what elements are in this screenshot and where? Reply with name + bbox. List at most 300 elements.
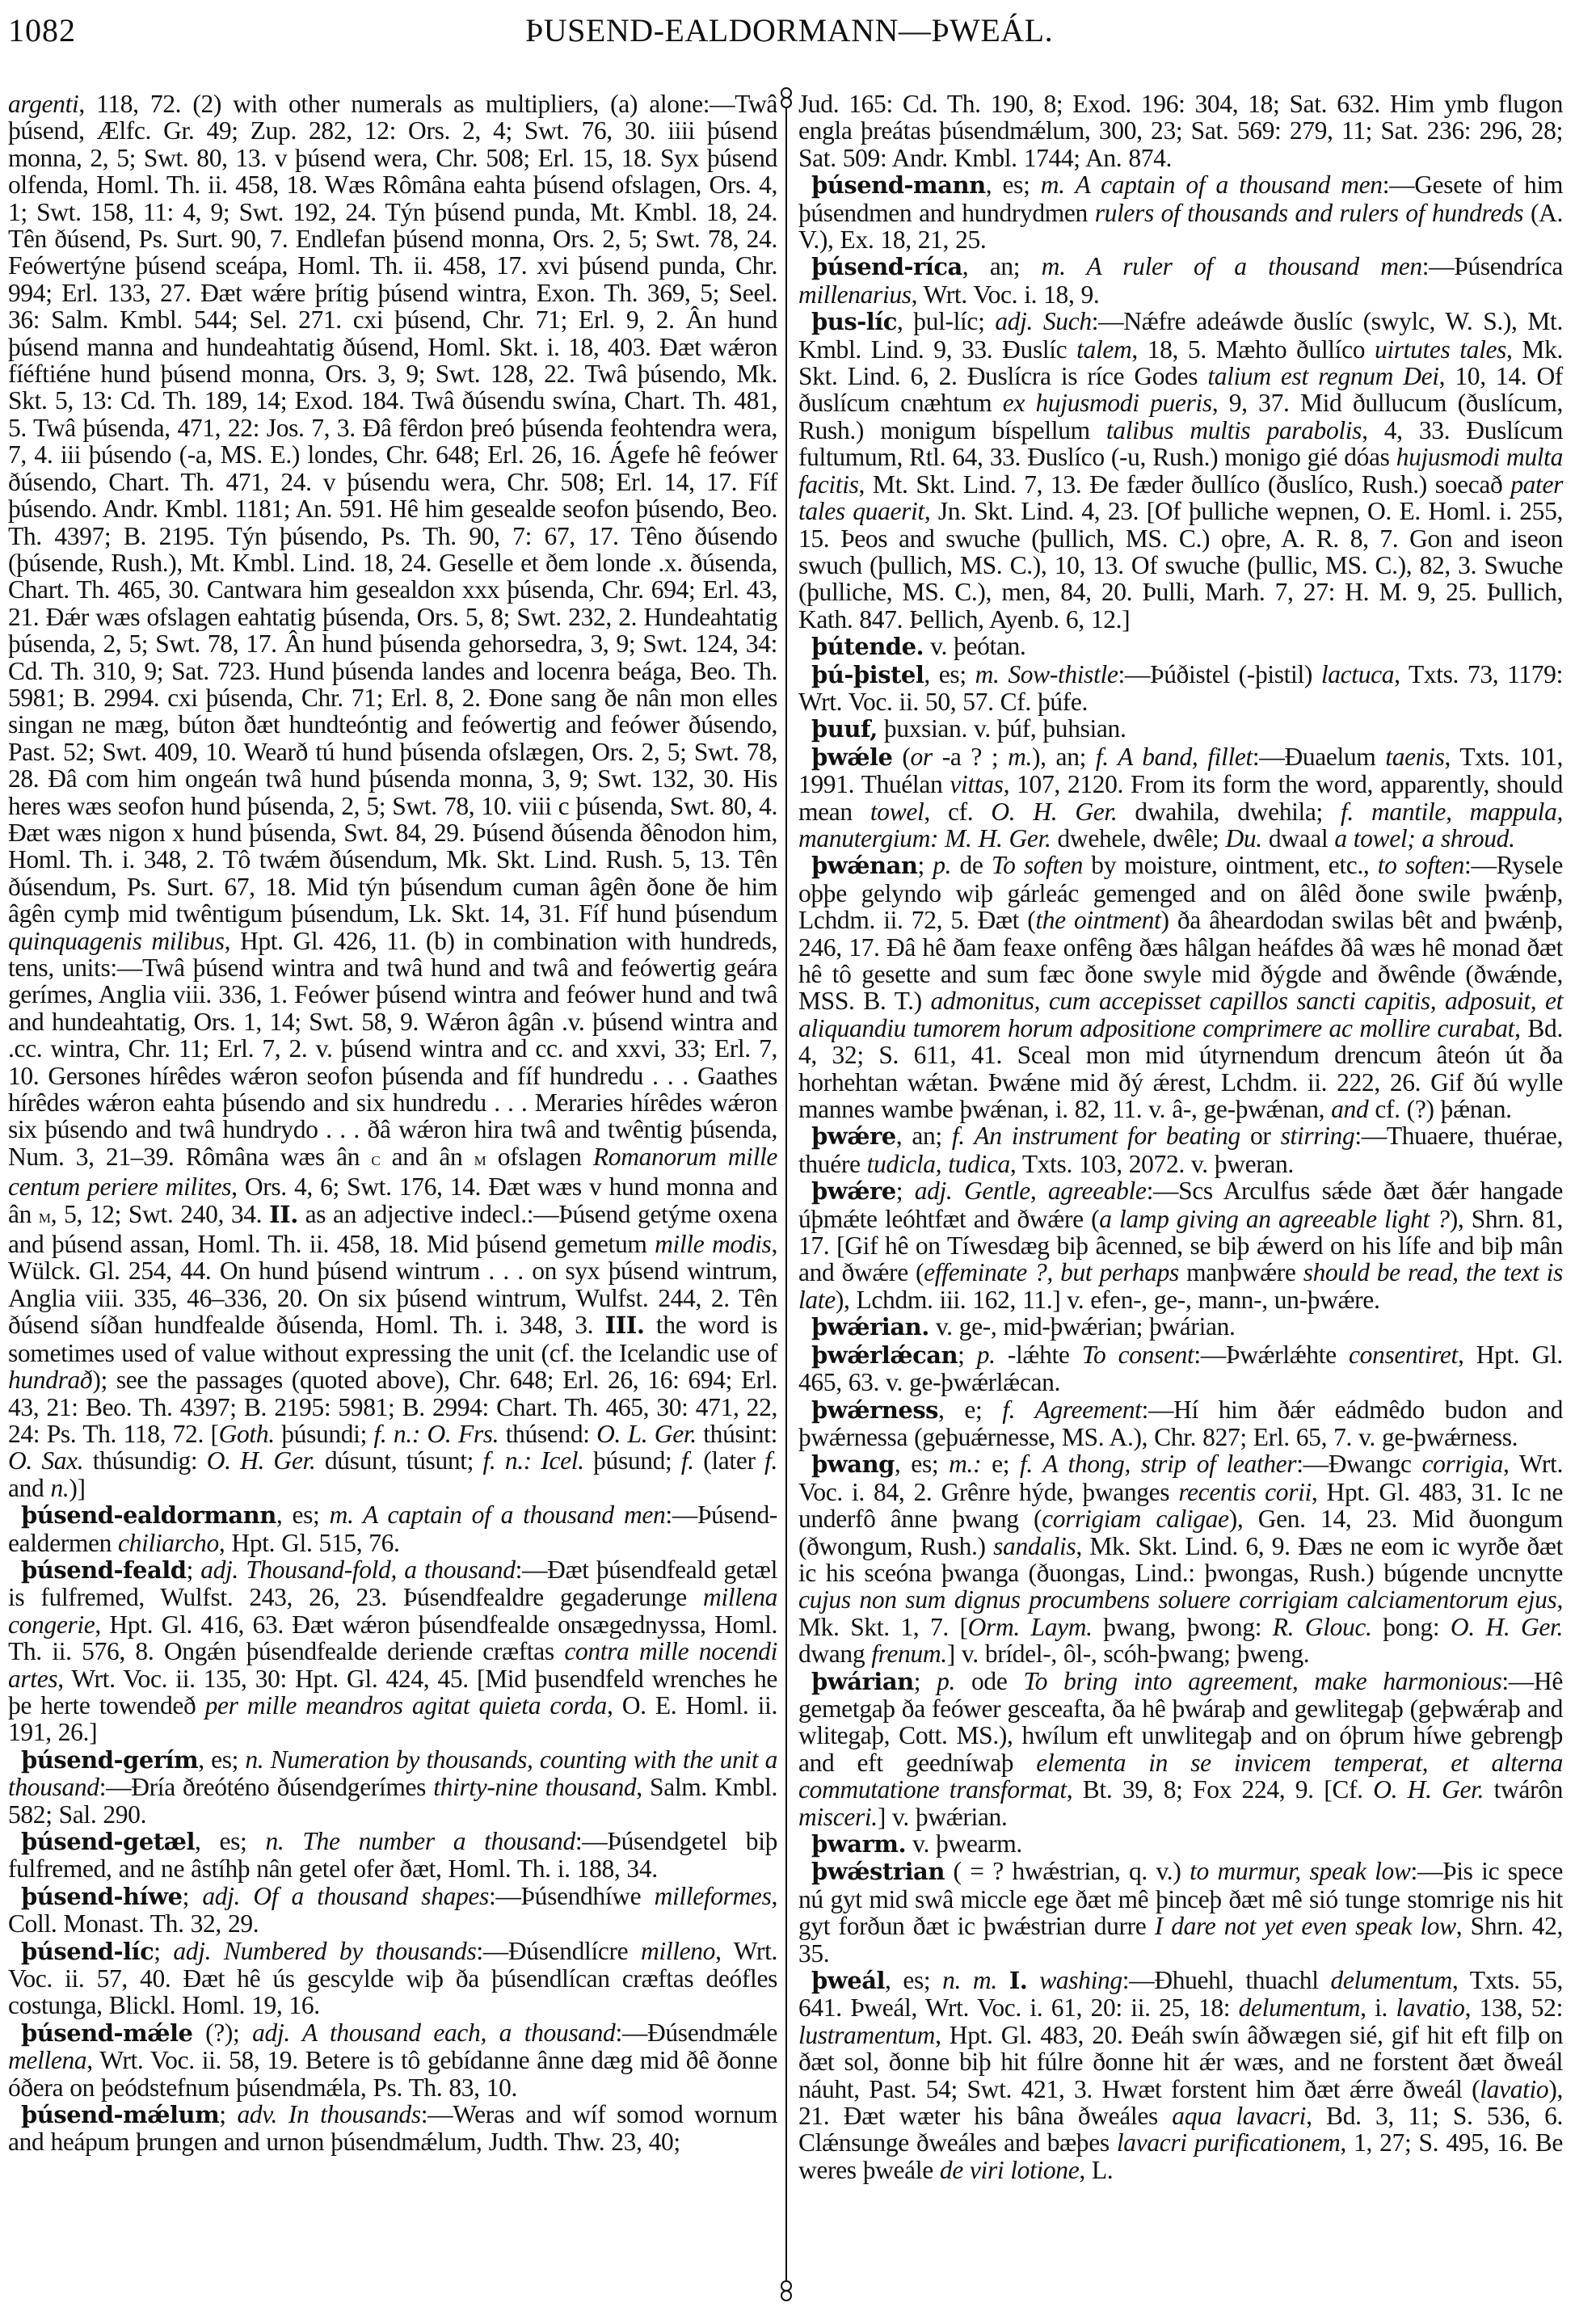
entry-text: ; (186, 1555, 201, 1584)
italic-text: Orm. Laym. (967, 1612, 1093, 1641)
italic-text: millena congerie (8, 1583, 777, 1639)
italic-text: taenis (1385, 742, 1445, 771)
italic-text: chiliarcho (118, 1528, 219, 1557)
italic-text: towel (870, 797, 924, 826)
italic-text: the ointment (1035, 906, 1161, 935)
italic-text: f. An instrument for beating (951, 1122, 1240, 1151)
entry-text: :—Þis ic spece nú gyt mid swâ miccle ege ðæt mê þinceþ ðæt mê sió tunge stomrige nis hit gyt forðun ðæt ic þwǽstrian durre (798, 1857, 1563, 1941)
entry-text: ; (895, 1177, 915, 1206)
entry-text: -lǽhte (995, 1340, 1082, 1369)
headword: III. (604, 1311, 645, 1340)
italic-text: talem (1076, 335, 1132, 364)
entry-text: -a ? ; (932, 742, 1009, 771)
entry-text: , Wrt. Voc. ii. 135, 30: Hpt. Gl. 424, 45. [Mid þusendfeld wrenches he þe herte towendeð (8, 1664, 777, 1720)
italic-text: adj. Of a thousand shapes (202, 1881, 489, 1910)
entry-text: e; (981, 1450, 1021, 1479)
headword: þúsend-gerím (21, 1745, 199, 1774)
italic-text: hundrað (8, 1366, 93, 1395)
entry-text: , Ors. 4, 6; Swt. 176, 14. Ðæt wæs v hund monna and ân (8, 1172, 777, 1228)
small-caps-text: m (474, 1148, 486, 1170)
italic-text: Goth. (218, 1419, 275, 1448)
entry-text: ; (913, 1666, 937, 1695)
italic-text: mellena (8, 2046, 87, 2075)
italic-text: Du. (1225, 823, 1262, 852)
entry-text: ); see the passages (quoted above), Chr. 648; Erl. 26, 16: 694; Erl. 43, 21: Beo. Th. 4397; B. 2195: 5981; B. 2994: Chart. Th. 465, 30: 471, 22, 24: Ps. Th. 118, 72. [ (8, 1366, 777, 1448)
entry-text: , es; (985, 170, 1041, 200)
italic-text: m. A captain of a thousand men (1040, 170, 1383, 200)
italic-text: O. H. Ger. (1373, 1775, 1484, 1804)
dictionary-entry (798, 743, 1563, 852)
entry-continuation (798, 91, 1563, 171)
entry-text: , es; (885, 1966, 943, 1995)
entry-text: ; (219, 2100, 238, 2129)
italic-text: n. The number a thousand (265, 1827, 575, 1855)
page-number: 1082 (8, 12, 76, 48)
entry-text: , i. (1360, 1993, 1396, 2023)
entry-text: ), Gen. 14, 23. Mid ðuongum (ðwongum, Rush.) (798, 1505, 1563, 1560)
entry-text: manþwǽre (1178, 1258, 1303, 1287)
headword: þwǽre (811, 1177, 896, 1206)
headword: þwǽrlǽcan (811, 1341, 958, 1369)
italic-text: consentiret (1349, 1340, 1458, 1369)
entry-text: ), an; (1032, 742, 1096, 771)
italic-text: corrigiam caligae (1042, 1505, 1229, 1534)
entry-text: thúsundig: (83, 1446, 207, 1475)
italic-text: millenarius (798, 280, 912, 309)
entry-text: ; (917, 851, 933, 880)
italic-text: uirtutes tales (1374, 335, 1507, 364)
entry-text: , L. (1079, 2155, 1114, 2184)
entry-text: þwang, þwong: (1092, 1612, 1273, 1641)
entry-text: :—Ðwangc (1296, 1450, 1422, 1479)
italic-text: adv. In thousands (237, 2100, 421, 2129)
entry-text: , an; (895, 1122, 952, 1151)
entry-text (420, 1420, 427, 1448)
entry-text: , 9, 37. Mid ðullucum (ðuslícum, Rush.) monigum bíspellum (798, 389, 1563, 444)
italic-text: R. Glouc. (1272, 1612, 1372, 1641)
entry-text: , es; (194, 1827, 266, 1855)
entry-text: ( = ? hwǽstrian, q. v.) (944, 1857, 1190, 1886)
entry-text: , Coll. Monast. Th. 32, 29. (8, 1881, 778, 1938)
italic-text: lavatio (1480, 2074, 1549, 2103)
italic-text: m.: (949, 1450, 982, 1479)
entry-text: , Hpt. Gl. 515, 76. (218, 1528, 400, 1557)
entry-text: , cf. (924, 797, 992, 826)
italic-text: mille modis (655, 1230, 772, 1259)
column-divider (785, 103, 787, 2285)
dictionary-entry (798, 308, 1563, 633)
entry-text: :—Þwǽrlǽhte (1194, 1340, 1350, 1369)
headword: þúsend-getæl (21, 1828, 195, 1855)
italic-text: effeminate ?, but perhaps (924, 1258, 1179, 1287)
entry-text: :—Þúsendhíwe (488, 1881, 655, 1910)
italic-text: m. A captain of a thousand men (329, 1501, 666, 1530)
entry-text: , 18, 5. Mæhto ðullíco (1131, 335, 1375, 364)
dictionary-entry (8, 1883, 777, 1938)
entry-text: as an adjective indecl.:—Þúsend getýme oxena and þúsend assan, Homl. Th. ii. 458, 18. Mid þúsend gemetum (8, 1199, 777, 1259)
dictionary-entry (798, 1668, 1563, 1830)
dictionary-entry (798, 1341, 1563, 1396)
divider-ornament-icon (781, 2290, 792, 2301)
dictionary-entry (798, 1830, 1563, 1858)
italic-text: talibus multis parabolis (1105, 415, 1362, 444)
entry-text: , O. E. Homl. ii. 191, 26.] (8, 1690, 777, 1747)
italic-text: f. Agreement (1002, 1395, 1142, 1424)
italic-text: frenum. (871, 1640, 947, 1669)
headword: þwǽrness (811, 1395, 938, 1424)
italic-text: O. Frs. (427, 1419, 499, 1448)
entry-text: , Hpt. Gl. 465, 63. v. ge-þwǽrlǽcan. (798, 1340, 1563, 1397)
entry-text: , Wrt. Voc. ii. 58, 19. Betere is tô gebídanne ânne dæg mid ðê ðonne óðera on þeódstefnum þúsendmǽla, Ps. Th. 83, 10. (8, 2046, 777, 2102)
entry-text: and (8, 1473, 51, 1502)
headword: þwárian (811, 1667, 914, 1695)
italic-text: adj. Such (995, 307, 1092, 336)
entry-text: (A. V.), Ex. 18, 21, 25. (798, 198, 1564, 255)
entry-text: :—Ðúsendlícre (476, 1936, 642, 1965)
entry-text: (?); (192, 2018, 253, 2047)
entry-text: (later (693, 1446, 765, 1475)
italic-text: f. A band, fillet (1095, 742, 1253, 771)
headword: þwarm. (811, 1830, 907, 1858)
italic-text: rulers of thousands and rulers of hundreds (1094, 198, 1524, 227)
italic-text: delumentum (1238, 1993, 1361, 2023)
entry-text: :—Ðhuehl, thuachl (1122, 1966, 1331, 1995)
entry-text: :—Scs Arculfus sǽde ðæt ðǽr hangade úþmǽte leóhtfæt and ðwǽre ( (798, 1177, 1563, 1233)
italic-text: vittas (950, 770, 1004, 799)
entry-text: :—Þúsendgetel biþ fulfremed, and ne âstíhþ nân getel ofer ðæt, Homl. Th. i. 188, 34. (8, 1827, 777, 1884)
entry-text: twárôn (1484, 1775, 1564, 1804)
dictionary-entry (798, 1858, 1563, 1967)
italic-text: lustramentum (798, 2020, 936, 2049)
italic-text: milleno (641, 1936, 716, 1965)
italic-text: p. (976, 1340, 996, 1369)
italic-text: O. L. Ger. (596, 1419, 697, 1448)
headword: þúsend-mann (811, 171, 986, 200)
italic-text: de viri lotione (939, 2155, 1080, 2184)
italic-text: f. A thong, strip of leather (1020, 1450, 1297, 1479)
italic-text: should be read, the text is late (798, 1258, 1563, 1314)
entry-text: , Bd. 4, 32; S. 611, 41. Sceal mon mid útyrnendum drencum âteón út ða horhehtan wǽtan. Þwǽne mid ðý ǽrest, Lchdm. ii. 222, 26. Gif ðú wylle mannes wambe þwǽnan, i. 82, 11. v. â-, ge-þwǽnan, (798, 1013, 1563, 1124)
entry-text: , Wrt. Voc. ii. 57, 40. Ðæt hê ús gescylde wiþ ða þúsendlícan cræftas deófles costunga, Blickl. Homl. 19, 16. (8, 1936, 777, 2020)
headword: þwang (811, 1450, 895, 1479)
entry-text: , Salm. Kmbl. 582; Sal. 290. (8, 1773, 777, 1829)
entry-text: :—Hí him ðǽr eádmêdo budon and þwǽrnessa (geþuǽrnesse, MS. A.), Chr. 827; Erl. 65, 7. v. ge-þwǽrness. (798, 1395, 1563, 1451)
italic-text: misceri. (798, 1802, 878, 1831)
entry-text: ; (154, 1936, 174, 1965)
italic-text: f. (764, 1446, 777, 1475)
headword: þútende. (811, 633, 924, 661)
italic-text: argenti (8, 90, 79, 118)
italic-text: m. Sow-thistle (975, 659, 1118, 688)
entry-text: :—Þúðistel (-þistil) (1118, 659, 1321, 688)
dictionary-entry (798, 852, 1563, 1122)
entry-text: :—Rysele oþþe gelyndo wiþ gárleác gemenged and on âlêd ðone swile þwǽnþ, Lchdm. ii. 72, 5. Ðæt ( (798, 851, 1563, 935)
entry-text: , es; (198, 1745, 246, 1774)
italic-text: n. (50, 1473, 69, 1502)
italic-text: thirty-nine thousand (433, 1773, 637, 1802)
entry-text: v. þwearm. (906, 1829, 1022, 1858)
entry-text: :—Ðæt þúsendfeald getæl is fulfremed, Wulfst. 243, 26, 23. Þúsendfealdre gegaderunge (8, 1555, 777, 1612)
entry-text: , Bd. 3, 11; S. 536, 6. Clǽnsunge ðweáles and bæþes (798, 2102, 1563, 2157)
entry-text: ] v. þwǽrian. (877, 1802, 1008, 1831)
italic-text: adj. Thousand-fold, a thousand (200, 1555, 516, 1584)
italic-text: washing (1039, 1966, 1122, 1995)
entry-text: , 1, 27; S. 495, 16. Be weres þweále (798, 2128, 1563, 2184)
entry-text: by moisture, ointment, etc., (1082, 851, 1378, 880)
italic-text: to murmur, speak low (1190, 1857, 1411, 1886)
entry-text: ), 21. Ðæt wæter his bâna ðweáles (798, 2074, 1563, 2131)
entry-text: , Hpt. Gl. 426, 11. (b) in combination with hundreds, tens, units:—Twâ þúsend wintra and twâ hund and twâ and feówertig geára gerímes, Anglia viii. 336, 1. Feówer þúsend wintra and feówer hund and twâ and hundeahtatig, Ors. 1, 14; Swt. 58, 9. Wǽron âgân .v. þúsend wintra and .cc. wintra, Chr. 11; Erl. 7, 2. v. þúsend wintra and cc. and xxvi, 33; Erl. 7, 10. Gersones hírêdes wǽron seofon þúsenda and fíf hundredu . . . Gaathes hírêdes wǽron eahta þúsendo and six hundredu . . . Meraries hírêdes wǽron six þúsendo and twâ hundrydo . . . ðâ wǽron hira twâ and twêntig þúsenda, Num. 3, 21–39. Rômâna wæs ân (8, 926, 777, 1171)
italic-text: To bring into agreement, make harmonious (1023, 1666, 1502, 1695)
italic-text: Romanorum mille centum periere milites (8, 1142, 778, 1202)
headword: II. (269, 1200, 298, 1228)
entry-text: ( (892, 742, 911, 771)
italic-text: to soften (1377, 851, 1465, 880)
entry-text: , es; (276, 1501, 330, 1530)
right-column (798, 91, 1563, 2183)
headword: þúsend-mǽlum (21, 2101, 220, 2129)
entry-text: , Txts. 73, 1179: Wrt. Voc. ii. 50, 57. Cf. þúfe. (798, 659, 1563, 716)
entry-text: v. þeótan. (924, 632, 1026, 661)
entry-text: ), Lchdm. iii. 162, 11.] v. efen-, ge-, mann-, un-þwǽre. (835, 1285, 1380, 1314)
entry-text: , Mk. Skt. Lind. 6, 2. Ðuslícra is ríce Godes (798, 335, 1563, 391)
italic-text: n. m. (942, 1966, 997, 1995)
entry-text: , e; (938, 1395, 1003, 1424)
italic-text: stirring (1280, 1122, 1355, 1151)
entry-text: ; (182, 1881, 203, 1910)
italic-text: ex hujusmodi pueris (1002, 389, 1212, 418)
italic-text: and (1331, 1095, 1369, 1124)
italic-text: aqua lavacri (1172, 2102, 1307, 2131)
italic-text: m. (1008, 742, 1033, 771)
headword: þú-þistel (811, 660, 924, 688)
entry-text (997, 1966, 1009, 1994)
entry-text: , Bt. 39, 8; Fox 224, 9. [Cf. (1066, 1775, 1374, 1804)
entry-text: )] (69, 1473, 86, 1502)
entry-text: , Wrt. Voc. i. 18, 9. (911, 280, 1100, 309)
entry-text: þúsund; (583, 1446, 681, 1475)
entry-text: , Mt. Skt. Lind. 7, 13. Ðe fæder ðullíco (ðuslíco, Rush.) soecað (858, 469, 1511, 499)
entry-text: , 10, 14. Of ðuslícum cnæhtum (798, 362, 1563, 418)
entry-text: , Shrn. 42, 35. (798, 1912, 1563, 1968)
entry-text: :—Hê gemetgaþ ða feówer gesceafta, ða hê þwáraþ and gewlitegaþ (geþwǽraþ and wlitegaþ, Cott. MS.), hwílum eft unwlitegaþ and on óþrum híwe gebrengþ and eft geedníwaþ (798, 1666, 1563, 1777)
entry-text: , Hpt. Gl. 483, 31. Ic ne underfô ânne þwang ( (798, 1477, 1564, 1534)
entry-text: the word is sometimes used of value without expressing the unit (cf. the Icelandic use of (8, 1311, 777, 1367)
headword: þwǽle (811, 743, 893, 771)
dictionary-entry (798, 1450, 1563, 1667)
entry-text: , an; (962, 252, 1042, 281)
entry-text: ) ða âheardodan swilas bêt and þwǽnþ, 246, 17. Ðâ hê ðam feaxe onfêng ðæs hâlgan heáfdes ðâ wæs hê monad ðæt hê tô gesette and sum fæc ðone swyle mid ðýgde and ðwênde (ðwǽnde, MSS. B. T.) (798, 906, 1563, 1016)
italic-text: adj. A thousand each, a thousand (252, 2018, 616, 2047)
entry-text: :—Thuaere, thuérae, thuére (798, 1122, 1563, 1178)
italic-text: delumentum (1330, 1966, 1452, 1995)
italic-text: tudicla, tudica (866, 1149, 1010, 1178)
italic-text: Icel. (541, 1446, 584, 1475)
left-column (8, 91, 777, 2156)
headword: þwǽre (811, 1122, 896, 1151)
headword: þúsend-híwe (21, 1882, 183, 1910)
italic-text: cujus non sum dignus procumbens soluere corrigiam calciamentorum ejus (798, 1585, 1557, 1614)
entry-text: thúsend: (499, 1419, 597, 1448)
entry-text: dwang (798, 1640, 872, 1669)
italic-text: O. Sax. (8, 1446, 84, 1475)
dictionary-entry (8, 1828, 777, 1883)
dictionary-entry (798, 1313, 1563, 1341)
headword: I. (1009, 1967, 1028, 1995)
headword: þwǽrian. (811, 1313, 929, 1341)
entry-text: , 118, 72. (2) with other numerals as multipliers, (a) alone:—Twâ þúsend, Ælfc. Gr. 49; Zup. 282, 12: Ors. 2, 4; Swt. 76, 30. iiii þúsend monna, 2, 5; Swt. 80, 13. v þúsend wera, Chr. 508; Erl. 15, 18. Syx þúsend olfenda, Homl. Th. ii. 458, 18. Wæs Rômâna eahta þúsend ofslagen, Ors. 4, 1; Swt. 158, 11: 4, 9; Swt. 192, 24. Týn þúsend punda, Mt. Kmbl. 18, 24. Tên ðúsend, Ps. Surt. 90, 7. Endlefan þúsend monna, Ors. 2, 5; Swt. 78, 24. Feówertýne þúsend sceápa, Homl. Th. ii. 458, 17. xvi þúsend punda, Chr. 994; Erl. 133, 27. Ðæt wǽre þrítig þúsend wintra, Exon. Th. 369, 5; Seel. 36: Salm. Kmbl. 544; Sel. 271. cxi þúsend, Chr. 71; Erl. 9, 2. Ân hund þúsend manna and hundeahtatig ðúsend, Homl. Skt. i. 18, 403. Ðæt wǽron fíéftiéne hund þúsend monna, Ors. 3, 9; Swt. 128, 22. Twâ þúsendo, Mk. Skt. 5, 13: Cd. Th. 189, 14; Exod. 184. Twâ ðúsendu swína, Chart. Th. 481, 5. Twâ þúsenda, 471, 22: Jos. 7, 3. Ðâ fêrdon þreó þúsenda feohtendra wera, 7, 4. iii þúsendo (-a, MS. E.) londes, Chr. 648; Erl. 26, 16. Ágefe hê feówer ðúsendo, Chart. Th. 471, 24. v þúsendu wera, Chr. 508; Erl. 14, 17. Fíf þúsendo. Andr. Kmbl. 1181; An. 591. Hê him gesealde seofon þúsendo, Beo. Th. 4397; B. 2195. Týn þúsendo, Ps. Th. 90, 7: 67, 17. Têno ðúsendo (þúsende, Rush.), Mt. Kmbl. Lind. 18, 24. Geselle et ðem londe .x. ðúsenda, Chart. Th. 465, 30. Cantwara him gesealdon xxx þúsenda, Chr. 694; Erl. 43, 21. Ðǽr wæs ofslagen eahtatig þúsenda, Ors. 5, 8; Swt. 232, 2. Hundeahtatig þúsenda, 2, 5; Swt. 78, 17. Ân hund þúsenda gehorsedra, 3, 9; Swt. 124, 34: Cd. Th. 310, 9; Sat. 723. Hund þúsenda landes and locenra beága, Beo. Th. 5981; B. 2994. cxi þúsenda, Chr. 71; Erl. 8, 2. Ðone sang ðe nân mon elles singan ne mæg, búton ðæt hundteóntig and feówertig and feówer ðúsendo, Past. 52; Swt. 409, 10. Wearð tú hund þúsenda ofslægen, Ors. 2, 5; Swt. 78, 28. Ðâ com him ongeán twâ hund þúsenda monna, 3, 9; Swt. 132, 30. His heres wæs seofon hund þúsenda, 2, 5; Swt. 78, 10. viii c þúsenda, Swt. 80, 4. Ðæt wæs nigon x hund þúsenda, Swt. 84, 29. Þúsend ðúsenda ðênodon him, Homl. Th. i. 348, 2. Tô twǽm ðúsendum, Mk. Skt. Lind. Rush. 5, 13. Tên ðúsendum, Ps. Surt. 67, 18. Mid týn þúsendum cuman âgên ðone ðe him âgên cymþ mid twêntigum þúsendum, Lk. Skt. 14, 31. Fíf hund þúsendum (8, 90, 777, 928)
small-caps-text: m (38, 1206, 51, 1227)
entry-text: :—Ðúsendmǽle (615, 2018, 777, 2047)
entry-text: , Mk. Skt. Lind. 6, 9. Ðæs ne eom ic wyrðe ðæt ic his sceóna þwanga (ðuongas, Lind.: þwongas, Rush.) búgende uncnytte (798, 1531, 1563, 1587)
dictionary-entry (8, 1746, 777, 1828)
entry-text: , 5, 12; Swt. 240, 34. (50, 1199, 270, 1228)
entry-text (532, 1446, 541, 1475)
entry-text: ode (955, 1666, 1024, 1695)
entry-text: , 4, 33. Ðuslícum fultumum, Rtl. 64, 33. Ðuslíco (-u, Rush.) monigo gié dóas (798, 415, 1563, 472)
italic-text: n. Numeration by thousands, counting with the unit a thousand (8, 1745, 777, 1802)
italic-text: f. n.: (482, 1446, 532, 1475)
entry-text: , Hpt. Gl. 416, 63. Ðæt wǽron þúsendfealde onsægednyssa, Homl. Th. ii. 576, 8. Ongǽn þúsendfealde deriende cræftas (8, 1610, 777, 1666)
entry-text: :—Þúsendríca (1421, 252, 1563, 281)
entry-text: , þul-líc; (896, 307, 996, 336)
entry-text (1027, 1966, 1039, 1994)
dictionary-entry (798, 661, 1563, 716)
entry-text: , es; (924, 659, 975, 688)
italic-text: recentis corii (1178, 1477, 1312, 1506)
dictionary-entry (798, 1967, 1563, 2183)
running-head: ÞUSEND-EALDORMANN—ÞWEÁL. (525, 12, 1054, 48)
italic-text: contra mille nocendi artes (8, 1637, 777, 1693)
italic-text: elementa in se invicem temperat, et alterna commutatione transformat (798, 1748, 1563, 1804)
entry-text: , Txts. 55, 641. Þweál, Wrt. Voc. i. 61, 20: ii. 25, 18: (798, 1966, 1563, 2023)
entry-text: , 138, 52: (1464, 1993, 1563, 2023)
headword: þúsend-líc (21, 1937, 154, 1965)
entry-text: dúsunt, túsunt; (315, 1446, 483, 1475)
italic-text: adj. Numbered by thousands (173, 1936, 477, 1965)
italic-text: p. (933, 851, 952, 880)
entry-text: , Jn. Skt. Lind. 4, 23. [Of þulliche wepnen, O. E. Homl. i. 255, 15. Þeos and swuche (þullich, MS. C.) oþre, A. R. 8, 7. Gon and iseon swuch (þullich, MS. C.), 10, 13. Of swuche (þullic, MS. C.), 82, 3. Swuche (þulliche, MS. C.), men, 84, 20. Þulli, Marh. 7, 27: H. M. 9, 25. Þullich, Kath. 847. Þellich, Ayenb. 6, 12.] (798, 497, 1564, 634)
divider-ornament-icon (781, 97, 792, 108)
small-caps-text: c (371, 1148, 381, 1170)
entry-text: ofslagen (486, 1142, 593, 1171)
entry-text: Jud. 165: Cd. Th. 190, 8; Exod. 196: 304, 18; Sat. 632. Him ymb flugon engla þreátas þúsendmǽlum, 300, 23; Sat. 569: 279, 11; Sat. 236: 296, 28; Sat. 509: Andr. Kmbl. 1744; An. 874. (798, 90, 1563, 172)
entry-text: :—Gesete of him þúsendmen and hundrydmen (798, 170, 1563, 227)
dictionary-entry (798, 171, 1563, 253)
entry-text: and ân (380, 1142, 474, 1171)
headword: þwǽnan (811, 852, 918, 880)
entry-text: , es; (894, 1450, 950, 1479)
entry-text: de (951, 851, 992, 880)
headword: þwǽstrian (811, 1858, 945, 1886)
headword: þúsend-feald (21, 1555, 187, 1584)
headword: þweál (811, 1967, 885, 1995)
italic-text: f. n.: (373, 1419, 420, 1448)
italic-text: f. mantile, mappula, manutergium: M. H. Ger. (798, 797, 1563, 852)
entry-text: ), Shrn. 81, 17. [Gif hê on Tíwesdæg biþ âcenned, se biþ ǽwerd on his lífe and biþ mân and ðwǽre ( (798, 1204, 1563, 1287)
entry-continuation (8, 91, 777, 1501)
entry-text: :—Ðuaelum (1252, 742, 1386, 771)
dictionary-entry (798, 1122, 1563, 1177)
italic-text: f. (680, 1446, 694, 1475)
entry-text: , Wrt. Voc. i. 84, 2. Grênre hýde, þwanges (798, 1450, 1563, 1506)
dictionary-entry (8, 1938, 777, 2019)
dictionary-entry (8, 1501, 777, 1556)
italic-text: I dare not yet even speak low (1154, 1912, 1456, 1941)
italic-text: lavatio (1396, 1993, 1465, 2023)
italic-text: hujusmodi multa facitis (798, 443, 1563, 499)
italic-text: adj. Gentle, agreeable (914, 1177, 1147, 1206)
entry-text: cf. (?) þǽnan. (1368, 1095, 1512, 1124)
dictionary-entry (798, 715, 1563, 743)
entry-text: þong: (1371, 1612, 1451, 1641)
entry-text: ] v. brídel-, ôl-, scóh-þwang; þweng. (946, 1640, 1310, 1669)
entry-text: :—Weras and wíf somod wornum and heápum þrungen and urnon þúsendmǽlum, Judth. Thw. 23, 40; (8, 2100, 778, 2157)
italic-text: O. H. Ger. (991, 797, 1118, 826)
entry-text: , Wülck. Gl. 254, 44. On hund þúsend wintrum . . . on syx þúsend wintrum, Anglia viii. 335, 46–336, 20. On six þúsend wintrum, Wulfst. 244, 2. Tên ðúsend síðan hundfealde ðúsenda, Homl. Th. i. 348, 3. (8, 1230, 777, 1340)
italic-text: quinquagenis milibus (8, 926, 225, 955)
headword: þúsend-mǽle (21, 2018, 193, 2047)
entry-text: :—Þúsend-ealdermen (8, 1501, 777, 1557)
italic-text: To consent (1081, 1340, 1194, 1369)
entry-text: :—Nǽfre adeáwde ðuslíc (swylc, W. S.), Mt. Kmbl. Lind. 9, 33. Ðuslíc (798, 307, 1563, 364)
italic-text: p. (937, 1666, 956, 1695)
dictionary-entry (8, 2101, 777, 2156)
italic-text: or (910, 742, 933, 771)
entry-text: or (1240, 1122, 1281, 1151)
dictionary-entry (798, 1177, 1563, 1313)
entry-text: , Hpt. Gl. 483, 20. Ðeáh swín âðwægen sié, gif hit eft filþ on ðæt sol, ðonne biþ hit fúlre ðonne hit ǽr wæs, and ne forstent ðæt ðweál náuht, Past. 54; Swt. 421, 3. Hwæt forstent him ðæt ǽrre ðweál ( (798, 2020, 1563, 2103)
entry-text: v. ge-, mid-þwǽrian; þwárian. (929, 1312, 1236, 1341)
italic-text: O. H. Ger. (1450, 1612, 1563, 1641)
headword: þúsend-ealdormann (21, 1501, 276, 1530)
entry-text: ; (958, 1340, 977, 1369)
italic-text: lavacri purificationem (1116, 2128, 1341, 2157)
italic-text: O. H. Ger. (206, 1446, 316, 1475)
dictionary-entry (798, 633, 1563, 660)
entry-text: , Txts. 101, 1991. Thuélan (798, 742, 1564, 799)
headword: þuuf, (811, 715, 878, 743)
headword: þus-líc (811, 308, 897, 336)
entry-text: dwehele, dwêle; (1051, 823, 1226, 852)
entry-text: , Txts. 103, 2072. v. þweran. (1009, 1149, 1294, 1178)
italic-text: talium est regnum Dei (1207, 362, 1439, 391)
entry-text: thúsint: (696, 1419, 777, 1448)
italic-text: corrigia (1421, 1450, 1503, 1479)
italic-text: sandalis (993, 1531, 1076, 1560)
entry-text: dwaal (1261, 823, 1335, 852)
italic-text: per mille meandros agitat quieta corda (204, 1690, 607, 1720)
italic-text: To soften (991, 851, 1083, 880)
dictionary-entry (8, 2019, 777, 2101)
entry-text: , Mk. Skt. 1, 7. [ (798, 1585, 1563, 1641)
dictionary-entry (798, 1396, 1563, 1451)
italic-text: admonitus, cum accepisset capillos sancti capitis, adposuit, et aliquandiu tumorem horum adpositione comprimere ac mollire curabat (798, 987, 1563, 1042)
italic-text: m. A ruler of a thousand men (1041, 252, 1422, 281)
entry-text: , 107, 2120. From its form the word, apparently, should mean (798, 770, 1563, 826)
entry-text: þúsundi; (274, 1419, 374, 1448)
dictionary-entry (8, 1556, 777, 1746)
italic-text: a lamp giving an agreeable light ? (1099, 1204, 1450, 1233)
entry-text: dwahila, dwehila; (1117, 797, 1341, 826)
italic-text: milleformes (654, 1881, 772, 1910)
italic-text: lactuca (1320, 659, 1395, 688)
dictionary-entry (798, 253, 1563, 308)
headword: þúsend-ríca (811, 253, 962, 281)
entry-text: þuxsian. v. þúf, þuhsian. (877, 714, 1126, 743)
italic-text: pater tales quaerit (798, 469, 1563, 526)
italic-text: a towel; a shroud. (1334, 823, 1515, 852)
